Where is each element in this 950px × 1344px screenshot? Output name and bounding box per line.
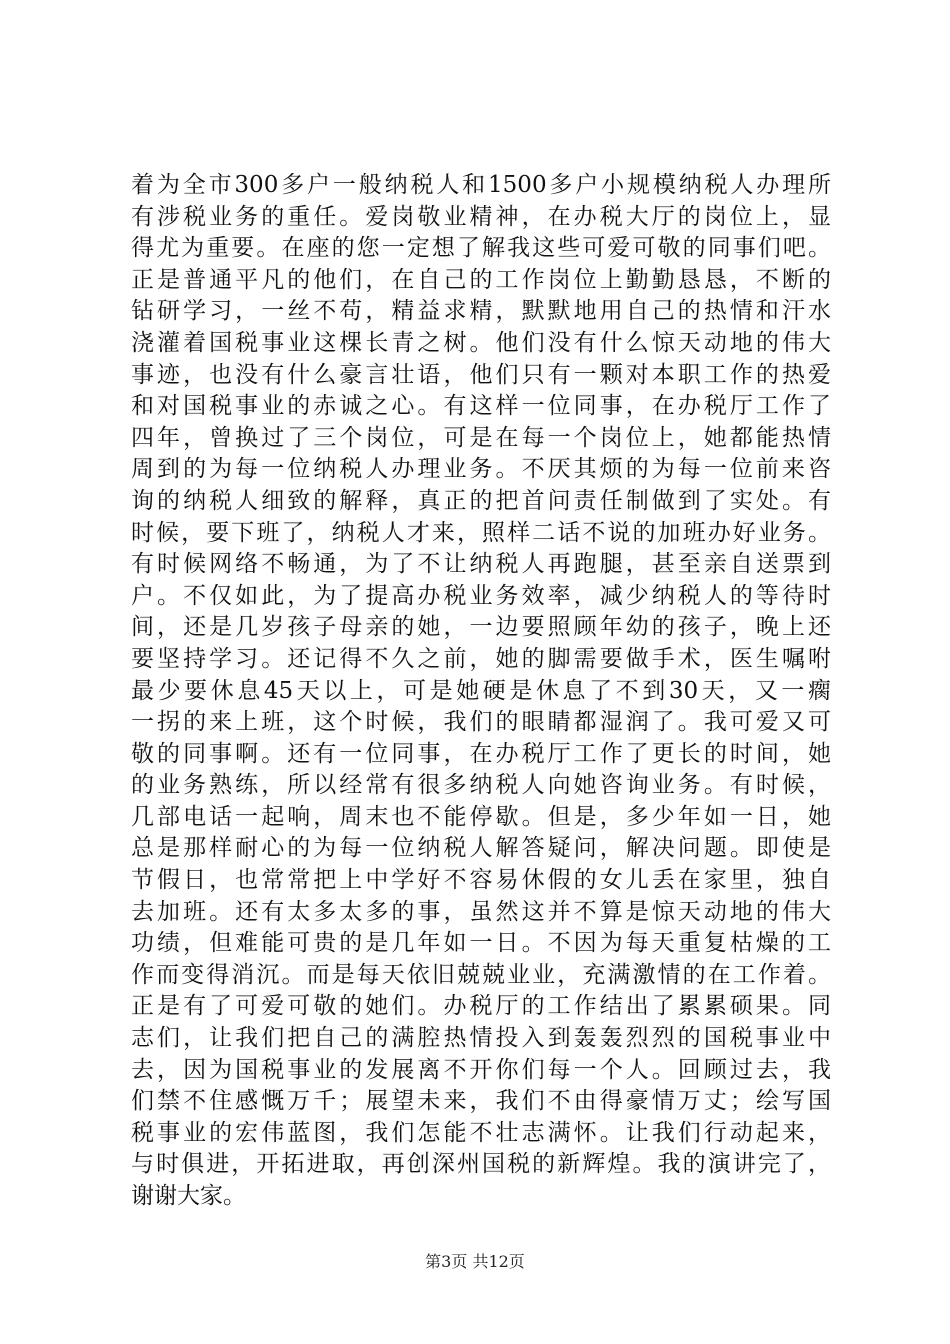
text-line: 去，因为国税事业的发展离不开你们每一个人。回顾过去，我 [131, 1056, 831, 1083]
text-line: 正是普通平凡的他们，在自己的工作岗位上勤勤恳恳，不断的 [131, 266, 831, 293]
text-line: 有时候网络不畅通，为了不让纳税人再跑腿，甚至亲自送票到 [131, 551, 831, 578]
text-line: 四年，曾换过了三个岗位，可是在每一个岗位上，她都能热情 [131, 424, 831, 451]
text-line: 谢谢大家。 [131, 1183, 246, 1209]
text-line: 正是有了可爱可敬的她们。办税厅的工作结出了累累硕果。同 [131, 993, 831, 1020]
text-line: 得尤为重要。在座的您一定想了解我这些可爱可敬的同事们吧。 [131, 235, 831, 262]
text-line: 钻研学习，一丝不苟，精益求精，默默地用自己的热情和汗水 [131, 298, 831, 325]
text-line: 们禁不住感慨万千；展望未来，我们不由得豪情万丈；绘写国 [131, 1088, 831, 1115]
text-line: 总是那样耐心的为每一位纳税人解答疑问，解决问题。即使是 [131, 835, 831, 862]
text-line: 要坚持学习。还记得不久之前，她的脚需要做手术，医生嘱咐 [131, 645, 831, 672]
text-line: 节假日，也常常把上中学好不容易休假的女儿丢在家里，独自 [131, 867, 831, 894]
text-line: 询的纳税人细致的解释，真正的把首问责任制做到了实处。有 [131, 487, 831, 514]
text-line: 间，还是几岁孩子母亲的她，一边要照顾年幼的孩子，晚上还 [131, 614, 831, 641]
text-line: 周到的为每一位纳税人办理业务。不厌其烦的为每一位前来咨 [131, 456, 831, 483]
text-line: 志们，让我们把自己的满腔热情投入到轰轰烈烈的国税事业中 [131, 1025, 831, 1052]
page-footer: 第3页 共12页 [425, 1252, 525, 1271]
text-line: 税事业的宏伟蓝图，我们怎能不壮志满怀。让我们行动起来， [131, 1119, 831, 1146]
text-line: 时候，要下班了，纳税人才来，照样二话不说的加班办好业务。 [131, 519, 831, 546]
text-line: 有涉税业务的重任。爱岗敬业精神，在办税大厅的岗位上，显 [131, 203, 831, 230]
text-line: 的业务熟练，所以经常有很多纳税人向她咨询业务。有时候， [131, 772, 831, 799]
text-line: 几部电话一起响，周末也不能停歇。但是，多少年如一日，她 [131, 803, 831, 830]
text-line: 最少要休息45天以上，可是她硬是休息了不到30天，又一瘸 [131, 677, 831, 704]
text-line: 事迹，也没有什么豪言壮语，他们只有一颗对本职工作的热爱 [131, 361, 831, 388]
text-line: 户。不仅如此，为了提高办税业务效率，减少纳税人的等待时 [131, 582, 831, 609]
text-line: 浇灌着国税事业这棵长青之树。他们没有什么惊天动地的伟大 [131, 329, 831, 356]
text-line: 和对国税事业的赤诚之心。有这样一位同事，在办税厅工作了 [131, 393, 831, 420]
text-line: 去加班。还有太多太多的事，虽然这并不算是惊天动地的伟大 [131, 898, 831, 925]
text-line: 敬的同事啊。还有一位同事，在办税厅工作了更长的时间，她 [131, 740, 831, 767]
text-line: 作而变得消沉。而是每天依旧兢兢业业，充满激情的在工作着。 [131, 961, 831, 988]
text-line: 一拐的来上班，这个时候，我们的眼睛都湿润了。我可爱又可 [131, 709, 831, 736]
text-line: 功绩，但难能可贵的是几年如一日。不因为每天重复枯燥的工 [131, 930, 831, 957]
text-line: 与时俱进，开拓进取，再创深州国税的新辉煌。我的演讲完了， [131, 1151, 831, 1178]
speech-body-text [131, 170, 831, 1213]
text-line: 着为全市300多户一般纳税人和1500多户小规模纳税人办理所 [131, 172, 831, 198]
